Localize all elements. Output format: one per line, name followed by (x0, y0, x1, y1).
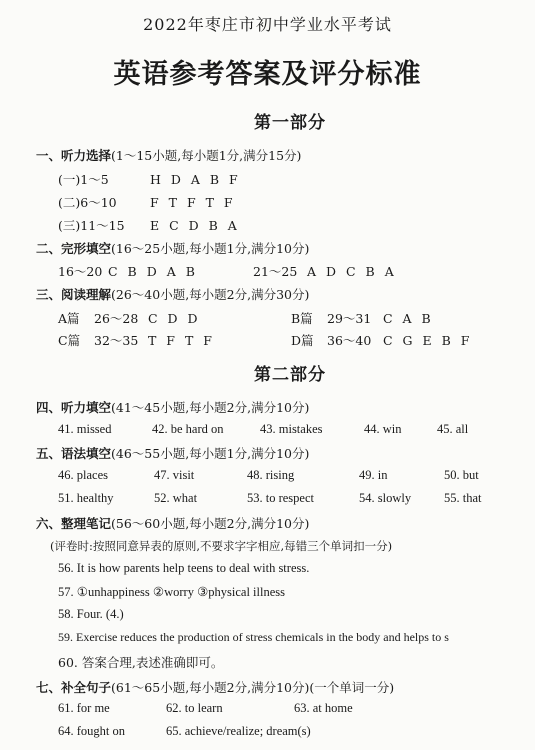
section-cloze (36, 239, 309, 257)
part-two-heading: 第二部分 (254, 365, 326, 385)
reading-row-1 (58, 309, 201, 327)
answer-item: 55. that (444, 491, 482, 505)
answer-line-60: 60. 答案合理,表述准确即可。 (58, 655, 224, 670)
answer-letters: F T F T F (150, 195, 236, 210)
answer-item: 53. to respect (247, 491, 314, 505)
section-label: 五、语法填空 (36, 446, 112, 461)
answers-row-64 (58, 724, 311, 739)
answer-item: 64. fought on (58, 724, 126, 738)
section-label: 二、完形填空 (36, 241, 112, 256)
answer-letters: C B D A B (108, 264, 198, 279)
range-label: (三)11～15 (58, 218, 125, 233)
answer-line-56: 56. It is how parents help teens to deal with stress. (58, 561, 310, 575)
answer-letters: C D D (148, 311, 201, 326)
answer-item: 51. healthy (58, 491, 114, 505)
reading-row-1b (291, 309, 434, 327)
answer-line-58: 58. Four. (4.) (58, 607, 124, 621)
reading-row-2 (58, 331, 215, 349)
range-label: 29～31 (327, 311, 372, 326)
passage-label: D篇 (291, 333, 314, 348)
answer-item: 63. at home (294, 701, 353, 715)
answer-item: 45. all (437, 422, 469, 436)
passage-label: B篇 (291, 311, 313, 326)
section-note: (46～55小题,每小题1分,满分10分) (111, 446, 310, 461)
answers-row-41 (58, 422, 468, 437)
answer-letters: E C D B A (150, 218, 240, 233)
answers-row-61 (58, 701, 353, 716)
answer-item: 65. achieve/realize; dream(s) (166, 724, 311, 738)
section-label: 七、补全句子 (36, 680, 112, 695)
answer-row-2 (58, 193, 236, 211)
range-label: 21～25 (253, 264, 298, 279)
passage-label: C篇 (58, 333, 81, 348)
answer-letters: H D A B F (150, 172, 241, 187)
answer-letters: A D C B A (307, 264, 397, 279)
answer-item: 54. slowly (359, 491, 412, 505)
section-note: (61～65小题,每小题2分,满分10分)(一个单词一分) (111, 680, 395, 695)
answer-item: 50. but (444, 468, 479, 482)
answer-item: 44. win (364, 422, 402, 436)
part-one-heading: 第一部分 (254, 113, 326, 133)
section-notes (36, 514, 309, 532)
section-grammar-fill (36, 444, 309, 462)
answer-item: 47. visit (154, 468, 195, 482)
section-label: 四、听力填空 (36, 400, 112, 415)
answer-row-3 (58, 216, 240, 234)
answer-item: 52. what (154, 491, 198, 505)
reading-row-2b (291, 331, 472, 349)
section-reading (36, 285, 309, 303)
document-title: 英语参考答案及评分标准 (113, 59, 422, 90)
section-note: (56～60小题,每小题2分,满分10分) (111, 516, 310, 531)
section-listening-choice (36, 146, 301, 164)
answer-item: 48. rising (247, 468, 295, 482)
section-note: (1～15小题,每小题1分,满分15分) (111, 148, 302, 163)
answer-item: 62. to learn (166, 701, 223, 715)
section-label: 一、听力选择 (36, 148, 112, 163)
exam-title: 2022年枣庄市初中学业水平考试 (143, 15, 392, 34)
answer-item: 61. for me (58, 701, 110, 715)
section-note: (16～25小题,每小题1分,满分10分) (111, 241, 310, 256)
passage-label: A篇 (58, 311, 80, 326)
range-label: 36～40 (327, 333, 372, 348)
range-label: 26～28 (94, 311, 139, 326)
section-label: 三、阅读理解 (36, 287, 112, 302)
answer-item: 42. be hard on (152, 422, 224, 436)
answer-letters: T F T F (148, 333, 215, 348)
range-label: (一)1～5 (58, 172, 109, 187)
answer-line-57: 57. ①unhappiness ②worry ③physical illness (58, 585, 285, 599)
answers-row-46 (58, 468, 479, 483)
section-note: (26～40小题,每小题2分,满分30分) (111, 287, 310, 302)
answer-row-1 (58, 170, 241, 188)
answer-item: 41. missed (58, 422, 112, 436)
section-label: 六、整理笔记 (36, 516, 112, 531)
section-note: (41～45小题,每小题2分,满分10分) (111, 400, 310, 415)
answer-item: 43. mistakes (260, 422, 323, 436)
range-label: 32～35 (94, 333, 139, 348)
answer-line-59: 59. Exercise reduces the production of stress chemicals in the body and helps to s (58, 630, 449, 644)
grading-note: (评卷时:按照同意异表的原则,不要求字字相应,每错三个单词扣一分) (50, 539, 393, 553)
answer-row-cloze (58, 262, 397, 280)
range-label: 16～20 (58, 264, 103, 279)
section-complete-sentences (36, 678, 394, 696)
answer-item: 49. in (359, 468, 388, 482)
answer-letters: C A B (383, 311, 434, 326)
answer-letters: C G E B F (383, 333, 473, 348)
answers-row-51 (58, 491, 482, 506)
range-label: (二)6～10 (58, 195, 117, 210)
section-listening-fill (36, 398, 309, 416)
answer-item: 46. places (58, 468, 108, 482)
